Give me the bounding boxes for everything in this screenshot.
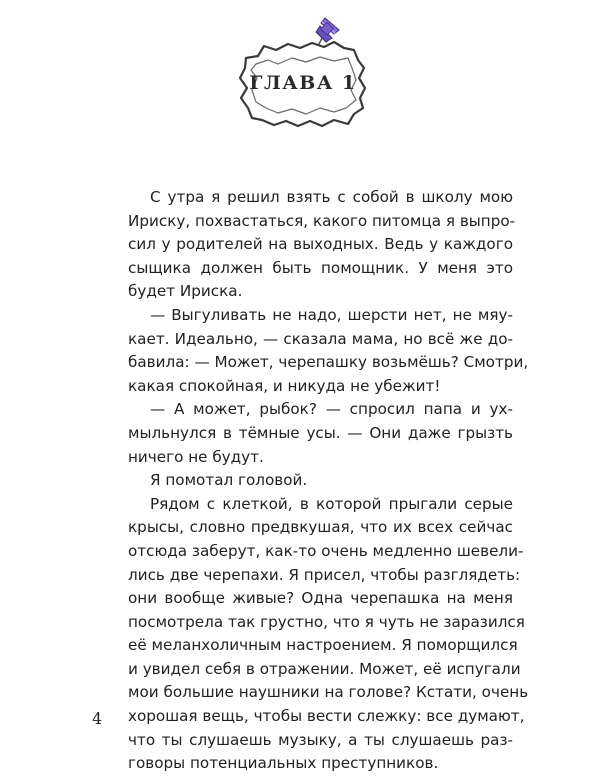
text-line: они вообще живые? Одна черепашка на меня xyxy=(128,589,513,608)
text-line: бавила: — Может, черепашку возьмёшь? Смотри, xyxy=(128,353,529,372)
chapter-badge xyxy=(238,38,368,128)
text-line: кает. Идеально, — сказала мама, но всё же до- xyxy=(128,329,513,348)
text-line: ничего не будут. xyxy=(128,447,264,466)
text-line: посмотрела так грустно, что я чуть не заразился xyxy=(128,612,525,631)
text-line: — Выгуливать не надо, шерсти нет, не мяу- xyxy=(150,305,513,324)
text-line: отсюда заберут, как-то очень медленно шевели- xyxy=(128,541,524,560)
text-line: что ты слушаешь музыку, а ты слушаешь раз- xyxy=(128,730,513,749)
paragraph-5 xyxy=(128,493,529,776)
chapter-body xyxy=(128,186,529,776)
text-line: Я помотал головой. xyxy=(150,471,308,490)
paragraph-3 xyxy=(128,398,513,469)
text-line: и увидел себя в отражении. Может, её испугали xyxy=(128,659,521,678)
text-line: будет Ириска. xyxy=(128,282,243,301)
paragraph-4 xyxy=(128,469,513,493)
text-line: мыльнулся в тёмные усы. — Они даже грызть xyxy=(128,423,513,442)
text-line: её меланхоличным настроением. Я поморщился xyxy=(128,636,518,655)
text-line: крысы, словно предвкушая, что их всех сейчас xyxy=(128,518,513,537)
text-line: хорошая вещь, чтобы вести слежку: все думают, xyxy=(128,707,525,726)
text-line: какая спокойная, и никуда не убежит! xyxy=(128,376,441,395)
text-line: Ириску, похвастаться, какого питомца я выпро- xyxy=(128,211,516,230)
text-line: — А может, рыбок? — спросил папа и ух- xyxy=(150,400,513,419)
text-line: говоры потенциальных преступников. xyxy=(128,754,439,773)
text-line: сил у родителей на выходных. Ведь у каждого xyxy=(128,235,513,254)
text-line: Рядом с клеткой, в которой прыгали серые xyxy=(150,494,513,513)
text-line: С утра я решил взять с собой в школу мою xyxy=(150,188,513,206)
paragraph-1 xyxy=(128,186,516,304)
text-line: сыщика должен быть помощник. У меня это xyxy=(128,258,513,277)
text-line: мои большие наушники на голове? Кстати, очень xyxy=(128,683,529,702)
chapter-title: ГЛАВА 1 xyxy=(249,72,357,94)
page-number: 4 xyxy=(92,709,103,728)
text-line: лись две черепахи. Я присел, чтобы разглядеть: xyxy=(128,565,521,584)
paragraph-2 xyxy=(128,304,529,398)
